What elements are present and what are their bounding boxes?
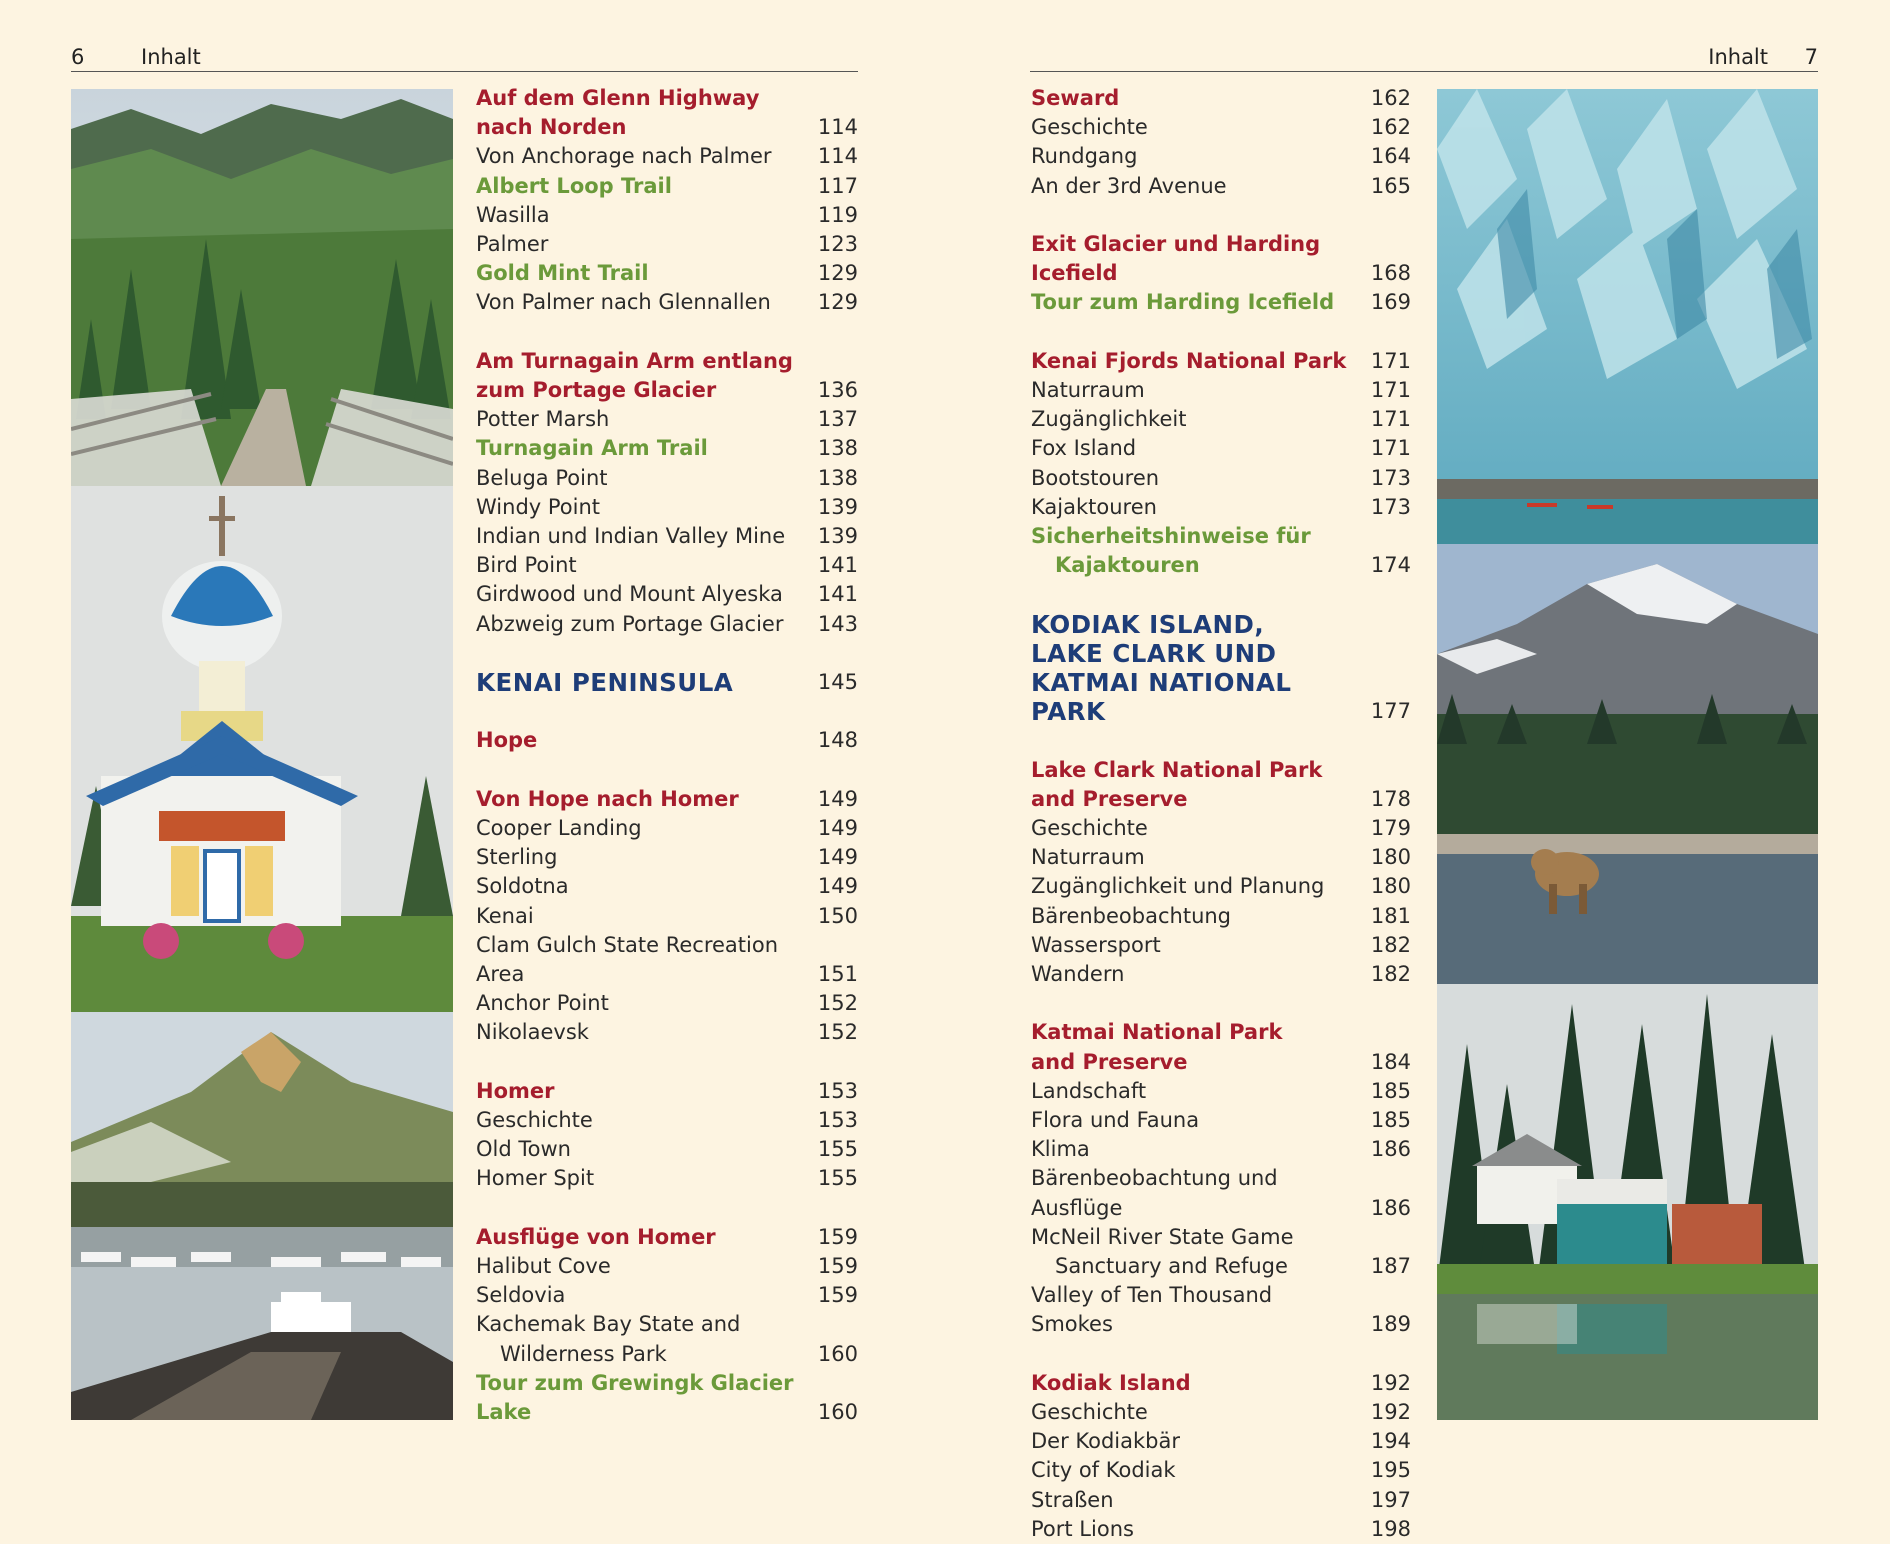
toc-entry[interactable] (1031, 872, 1411, 901)
toc-chapter-entry[interactable] (476, 1077, 858, 1106)
toc-page-number: 197 (1370, 1487, 1411, 1512)
toc-page-number: 168 (1370, 261, 1411, 286)
toc-entry-title: Straßen (1031, 1487, 1114, 1512)
toc-entry[interactable] (1031, 931, 1411, 960)
toc-spacer (476, 697, 858, 726)
toc-entry-title: Geschichte (1031, 816, 1148, 841)
toc-entry[interactable] (1031, 843, 1411, 872)
toc-section-heading[interactable] (1031, 610, 1411, 727)
toc-entry-title: Soldotna (476, 874, 569, 899)
toc-trail-entry[interactable] (476, 259, 858, 288)
toc-page-number: 160 (817, 1341, 858, 1366)
toc-entry[interactable] (476, 1106, 858, 1135)
toc-entry[interactable] (476, 493, 858, 522)
toc-entry[interactable] (476, 814, 858, 843)
toc-entry-title: Naturraum (1031, 378, 1145, 402)
toc-entry-title: McNeil River State Game (1031, 1224, 1294, 1249)
toc-page-number: 169 (1370, 290, 1411, 315)
toc-entry-title: Kajaktouren (1031, 494, 1157, 519)
toc-entry[interactable] (476, 201, 858, 230)
toc-entry-title: nach Norden (476, 115, 627, 140)
toc-page-number: 150 (817, 903, 858, 928)
toc-spacer (1031, 580, 1411, 609)
toc-spacer (1031, 318, 1411, 347)
toc-entry-title: Seward (1031, 86, 1120, 110)
toc-page-number: 148 (817, 728, 858, 753)
toc-page-number: 173 (1370, 494, 1411, 519)
toc-entry-title: Tour zum Grewingk Glacier Lake (476, 1370, 794, 1425)
toc-page-number: 187 (1370, 1254, 1411, 1279)
toc-page-number: 171 (1370, 436, 1411, 461)
toc-page-number: 165 (1370, 173, 1411, 198)
toc-page-number: 186 (1370, 1195, 1411, 1220)
toc-entry[interactable] (1031, 376, 1411, 405)
toc-entry-title: Palmer (476, 232, 549, 257)
toc-entry[interactable] (1031, 1135, 1411, 1164)
toc-entry-title: Geschichte (476, 1108, 593, 1133)
toc-page-number: 162 (1370, 86, 1411, 110)
toc-entry-title: Abzweig zum Portage Glacier (476, 611, 784, 636)
toc-spacer (476, 1048, 858, 1077)
toc-entry[interactable] (1031, 1164, 1411, 1222)
toc-chapter-entry[interactable] (476, 726, 858, 755)
toc-entry-title: Sicherheitshinweise für (1031, 524, 1311, 549)
toc-entry[interactable] (476, 464, 858, 493)
toc-page-number: 129 (817, 261, 858, 286)
toc-entry-title: and Preserve (1031, 786, 1188, 811)
toc-entry-title: Kachemak Bay State and (476, 1312, 741, 1337)
toc-entry-title: Cooper Landing (476, 816, 642, 841)
toc-page-number: 129 (817, 290, 858, 315)
toc-chapter-entry[interactable] (1031, 1369, 1411, 1398)
toc-entry-title: Old Town (476, 1137, 571, 1162)
toc-entry-title: Zugänglichkeit und Planung (1031, 874, 1325, 899)
toc-entry-title: Anchor Point (476, 991, 609, 1016)
toc-page-number: 185 (1370, 1108, 1411, 1133)
toc-entry-title: Kenai (476, 903, 534, 928)
toc-page-number: 152 (817, 1020, 858, 1045)
toc-entry[interactable] (1031, 464, 1411, 493)
toc-page-number: 174 (1370, 553, 1411, 578)
toc-chapter-entry[interactable] (1031, 84, 1411, 113)
toc-entry-title: Windy Point (476, 494, 601, 519)
toc-page-number: 182 (1370, 962, 1411, 987)
toc-trail-entry[interactable] (1031, 522, 1411, 580)
left-page (0, 0, 945, 1496)
running-head (1030, 44, 1818, 74)
toc-page-number: 136 (817, 378, 858, 403)
toc-entry-title: Albert Loop Trail (476, 173, 672, 198)
toc-page-number: 171 (1370, 407, 1411, 432)
toc-entry[interactable] (1031, 434, 1411, 463)
toc-entry-title: Flora und Fauna (1031, 1108, 1200, 1133)
toc-entry-title: Bärenbeobachtung (1031, 903, 1232, 928)
toc-entry-title: Wilderness Park (500, 1341, 667, 1366)
toc-entry-title: Seldovia (476, 1283, 566, 1308)
toc-page-number: 179 (1370, 816, 1411, 841)
toc-page-number: 178 (1370, 786, 1411, 811)
homer-harbor-photo (71, 1012, 453, 1420)
toc-entry[interactable] (476, 902, 858, 931)
toc-page-number: 151 (817, 962, 858, 987)
toc-entry-title: Geschichte (1031, 115, 1148, 140)
toc-page-number: 159 (817, 1283, 858, 1308)
toc-entry-title: Der Kodiakbär (1031, 1429, 1180, 1454)
toc-entry-title: KENAI PENINSULA (476, 668, 734, 698)
toc-entry[interactable] (1031, 172, 1411, 201)
toc-entry-title: Kajaktouren (1055, 553, 1200, 578)
toc-right (1031, 84, 1411, 1544)
toc-entry-title: Katmai National Park (1031, 1020, 1283, 1045)
toc-page-number: 182 (1370, 932, 1411, 957)
toc-entry[interactable] (1031, 902, 1411, 931)
toc-entry[interactable] (1031, 1515, 1411, 1544)
toc-page-number: 181 (1370, 903, 1411, 928)
toc-trail-entry[interactable] (476, 172, 858, 201)
toc-entry-title: zum Portage Glacier (476, 378, 717, 403)
toc-page-number: 145 (817, 670, 858, 695)
toc-entry[interactable] (1031, 1486, 1411, 1515)
toc-entry[interactable] (476, 1018, 858, 1047)
toc-page-number: 173 (1370, 465, 1411, 490)
toc-page-number: 153 (817, 1078, 858, 1103)
toc-page-number: 162 (1370, 115, 1411, 140)
toc-page-number: 171 (1370, 378, 1411, 402)
toc-entry[interactable] (476, 1164, 858, 1193)
toc-entry-title: Von Hope nach Homer (476, 786, 739, 811)
toc-entry[interactable] (1031, 1427, 1411, 1456)
toc-spacer (1031, 726, 1411, 755)
toc-entry[interactable] (1031, 960, 1411, 989)
toc-chapter-entry[interactable] (1031, 1018, 1411, 1076)
toc-entry[interactable] (476, 142, 858, 171)
toc-chapter-entry[interactable] (476, 1223, 858, 1252)
toc-entry[interactable] (476, 843, 858, 872)
toc-chapter-entry[interactable] (476, 84, 858, 142)
toc-entry[interactable] (476, 989, 858, 1018)
toc-entry[interactable] (476, 1310, 858, 1368)
toc-entry-title: Von Anchorage nach Palmer (476, 144, 772, 169)
toc-page-number: 180 (1370, 874, 1411, 899)
toc-entry-title: LAKE CLARK UND (1031, 638, 1277, 668)
toc-page-number: 114 (817, 115, 858, 140)
toc-entry[interactable] (1031, 113, 1411, 142)
toc-entry[interactable] (1031, 493, 1411, 522)
toc-entry-title: Ausflüge von Homer (476, 1224, 716, 1249)
toc-entry-title: Wandern (1031, 962, 1125, 987)
toc-page-number: 149 (817, 786, 858, 811)
toc-entry-title: Fox Island (1031, 436, 1137, 461)
toc-entry-title: Am Turnagain Arm entlang (476, 348, 793, 373)
toc-page-number: 184 (1370, 1049, 1411, 1074)
toc-spacer (1031, 989, 1411, 1018)
toc-entry-title: Girdwood und Mount Alyeska (476, 582, 783, 607)
toc-entry-title: Sterling (476, 845, 558, 870)
toc-entry-title: City of Kodiak (1031, 1458, 1176, 1483)
toc-page-number: 185 (1370, 1078, 1411, 1103)
toc-entry[interactable] (476, 551, 858, 580)
toc-entry[interactable] (1031, 814, 1411, 843)
boardwalk-mountain-photo (71, 89, 453, 486)
toc-entry-title: Bootstouren (1031, 465, 1160, 490)
toc-entry[interactable] (1031, 1281, 1411, 1339)
toc-chapter-entry[interactable] (476, 785, 858, 814)
toc-chapter-entry[interactable] (1031, 756, 1411, 814)
toc-entry[interactable] (1031, 1456, 1411, 1485)
running-title: Inhalt (141, 45, 201, 69)
toc-page-number: 152 (817, 991, 858, 1016)
page-number: 7 (1804, 45, 1818, 69)
toc-page-number: 177 (1370, 699, 1411, 724)
toc-page-number: 117 (817, 173, 858, 198)
toc-entry[interactable] (476, 580, 858, 609)
toc-entry[interactable] (476, 610, 858, 639)
toc-page-number: 192 (1370, 1400, 1411, 1425)
toc-entry-title: Rundgang (1031, 144, 1138, 169)
toc-page-number: 153 (817, 1108, 858, 1133)
running-head (71, 44, 858, 74)
header-rule (1030, 71, 1818, 72)
toc-page-number: 139 (817, 494, 858, 519)
toc-entry[interactable] (1031, 405, 1411, 434)
toc-trail-entry[interactable] (1031, 288, 1411, 317)
toc-page-number: 180 (1370, 845, 1411, 870)
toc-entry-title: Auf dem Glenn Highway (476, 86, 760, 110)
toc-entry-title: Von Palmer nach Glennallen (476, 290, 771, 315)
toc-entry-title: Wassersport (1031, 932, 1161, 957)
toc-entry-title: Valley of Ten Thousand Smokes (1031, 1283, 1273, 1337)
toc-entry[interactable] (1031, 1223, 1411, 1281)
toc-entry-title: Lake Clark National Park (1031, 757, 1323, 782)
toc-entry-title: Turnagain Arm Trail (476, 436, 708, 461)
toc-page-number: 143 (817, 611, 858, 636)
toc-entry[interactable] (1031, 142, 1411, 171)
toc-page-number: 198 (1370, 1516, 1411, 1541)
toc-entry[interactable] (1031, 1077, 1411, 1106)
toc-entry-title: Kodiak Island (1031, 1370, 1191, 1395)
toc-entry-title: Tour zum Harding Icefield (1031, 290, 1335, 315)
toc-entry-title: Halibut Cove (476, 1254, 611, 1279)
toc-entry-title: Wasilla (476, 202, 550, 227)
toc-trail-entry[interactable] (476, 434, 858, 463)
toc-entry[interactable] (476, 1135, 858, 1164)
toc-spacer (476, 639, 858, 668)
toc-spacer (476, 756, 858, 785)
toc-entry-title: Potter Marsh (476, 407, 610, 432)
toc-entry[interactable] (1031, 1398, 1411, 1427)
toc-spacer (1031, 1340, 1411, 1369)
toc-entry-title: Homer (476, 1078, 555, 1103)
kodiak-houses-photo (1437, 984, 1818, 1420)
toc-entry-title: Sanctuary and Refuge (1055, 1254, 1288, 1279)
toc-section-heading[interactable] (476, 668, 858, 697)
toc-entry-title: Bärenbeobachtung und Ausflüge (1031, 1166, 1278, 1220)
toc-chapter-entry[interactable] (1031, 347, 1411, 376)
toc-entry[interactable] (476, 931, 858, 989)
toc-chapter-entry[interactable] (1031, 230, 1411, 288)
toc-spacer (1031, 201, 1411, 230)
toc-entry-title: Klima (1031, 1137, 1090, 1162)
toc-entry-title: Clam Gulch State Recreation Area (476, 932, 779, 987)
toc-entry-title: Naturraum (1031, 845, 1145, 870)
toc-entry-title: Zugänglichkeit (1031, 407, 1187, 432)
toc-page-number: 171 (1370, 348, 1411, 373)
toc-spacer (476, 318, 858, 347)
toc-page-number: 192 (1370, 1370, 1411, 1395)
toc-page-number: 139 (817, 524, 858, 549)
toc-entry-title: Nikolaevsk (476, 1020, 589, 1045)
toc-entry-title: KODIAK ISLAND, (1031, 609, 1265, 639)
toc-entry[interactable] (476, 405, 858, 434)
glacier-ice-photo (1437, 89, 1818, 544)
toc-page-number: 155 (817, 1166, 858, 1191)
toc-page-number: 186 (1370, 1137, 1411, 1162)
toc-entry[interactable] (476, 230, 858, 259)
toc-entry-title: An der 3rd Avenue (1031, 173, 1227, 198)
toc-page-number: 160 (817, 1400, 858, 1425)
toc-page-number: 138 (817, 436, 858, 461)
toc-trail-entry[interactable] (476, 1369, 858, 1427)
page-number: 6 (71, 45, 85, 69)
toc-page-number: 114 (817, 144, 858, 169)
toc-entry-title: Geschichte (1031, 1400, 1148, 1425)
toc-page-number: 119 (817, 202, 858, 227)
toc-page-number: 159 (817, 1224, 858, 1249)
toc-entry-title: Homer Spit (476, 1166, 595, 1191)
toc-entry-title: Bird Point (476, 553, 577, 578)
toc-entry-title: Kenai Fjords National Park (1031, 348, 1347, 373)
toc-entry-title: KATMAI NATIONAL PARK (1031, 668, 1292, 727)
toc-chapter-entry[interactable] (476, 347, 858, 405)
orthodox-chapel-photo (71, 486, 453, 1012)
toc-page-number: 149 (817, 874, 858, 899)
toc-entry-title: Hope (476, 728, 538, 753)
toc-page-number: 149 (817, 816, 858, 841)
toc-entry-title: Landschaft (1031, 1078, 1147, 1103)
header-rule (71, 71, 858, 72)
right-page (945, 0, 1890, 1541)
toc-page-number: 141 (817, 553, 858, 578)
toc-entry-title: Exit Glacier und Harding Icefield (1031, 232, 1321, 286)
toc-entry-title: Indian und Indian Valley Mine (476, 524, 786, 549)
toc-entry-title: and Preserve (1031, 1049, 1188, 1074)
toc-entry-title: Beluga Point (476, 465, 608, 490)
toc-entry[interactable] (1031, 1106, 1411, 1135)
toc-entry[interactable] (476, 1252, 858, 1281)
toc-page-number: 195 (1370, 1458, 1411, 1483)
toc-spacer (476, 1194, 858, 1223)
toc-page-number: 123 (817, 232, 858, 257)
running-title: Inhalt (1708, 45, 1768, 69)
toc-page-number: 189 (1370, 1312, 1411, 1337)
toc-page-number: 141 (817, 582, 858, 607)
toc-entry[interactable] (476, 288, 858, 317)
toc-page-number: 155 (817, 1137, 858, 1162)
toc-page-number: 149 (817, 845, 858, 870)
toc-page-number: 137 (817, 407, 858, 432)
toc-entry[interactable] (476, 872, 858, 901)
toc-page-number: 138 (817, 465, 858, 490)
bear-mountain-lake-photo (1437, 544, 1818, 984)
toc-left (476, 84, 858, 1427)
toc-page-number: 159 (817, 1254, 858, 1279)
toc-page-number: 194 (1370, 1429, 1411, 1454)
toc-entry[interactable] (476, 522, 858, 551)
toc-entry-title: Port Lions (1031, 1516, 1134, 1541)
toc-entry-title: Gold Mint Trail (476, 261, 649, 286)
toc-page-number: 164 (1370, 144, 1411, 169)
toc-entry[interactable] (476, 1281, 858, 1310)
